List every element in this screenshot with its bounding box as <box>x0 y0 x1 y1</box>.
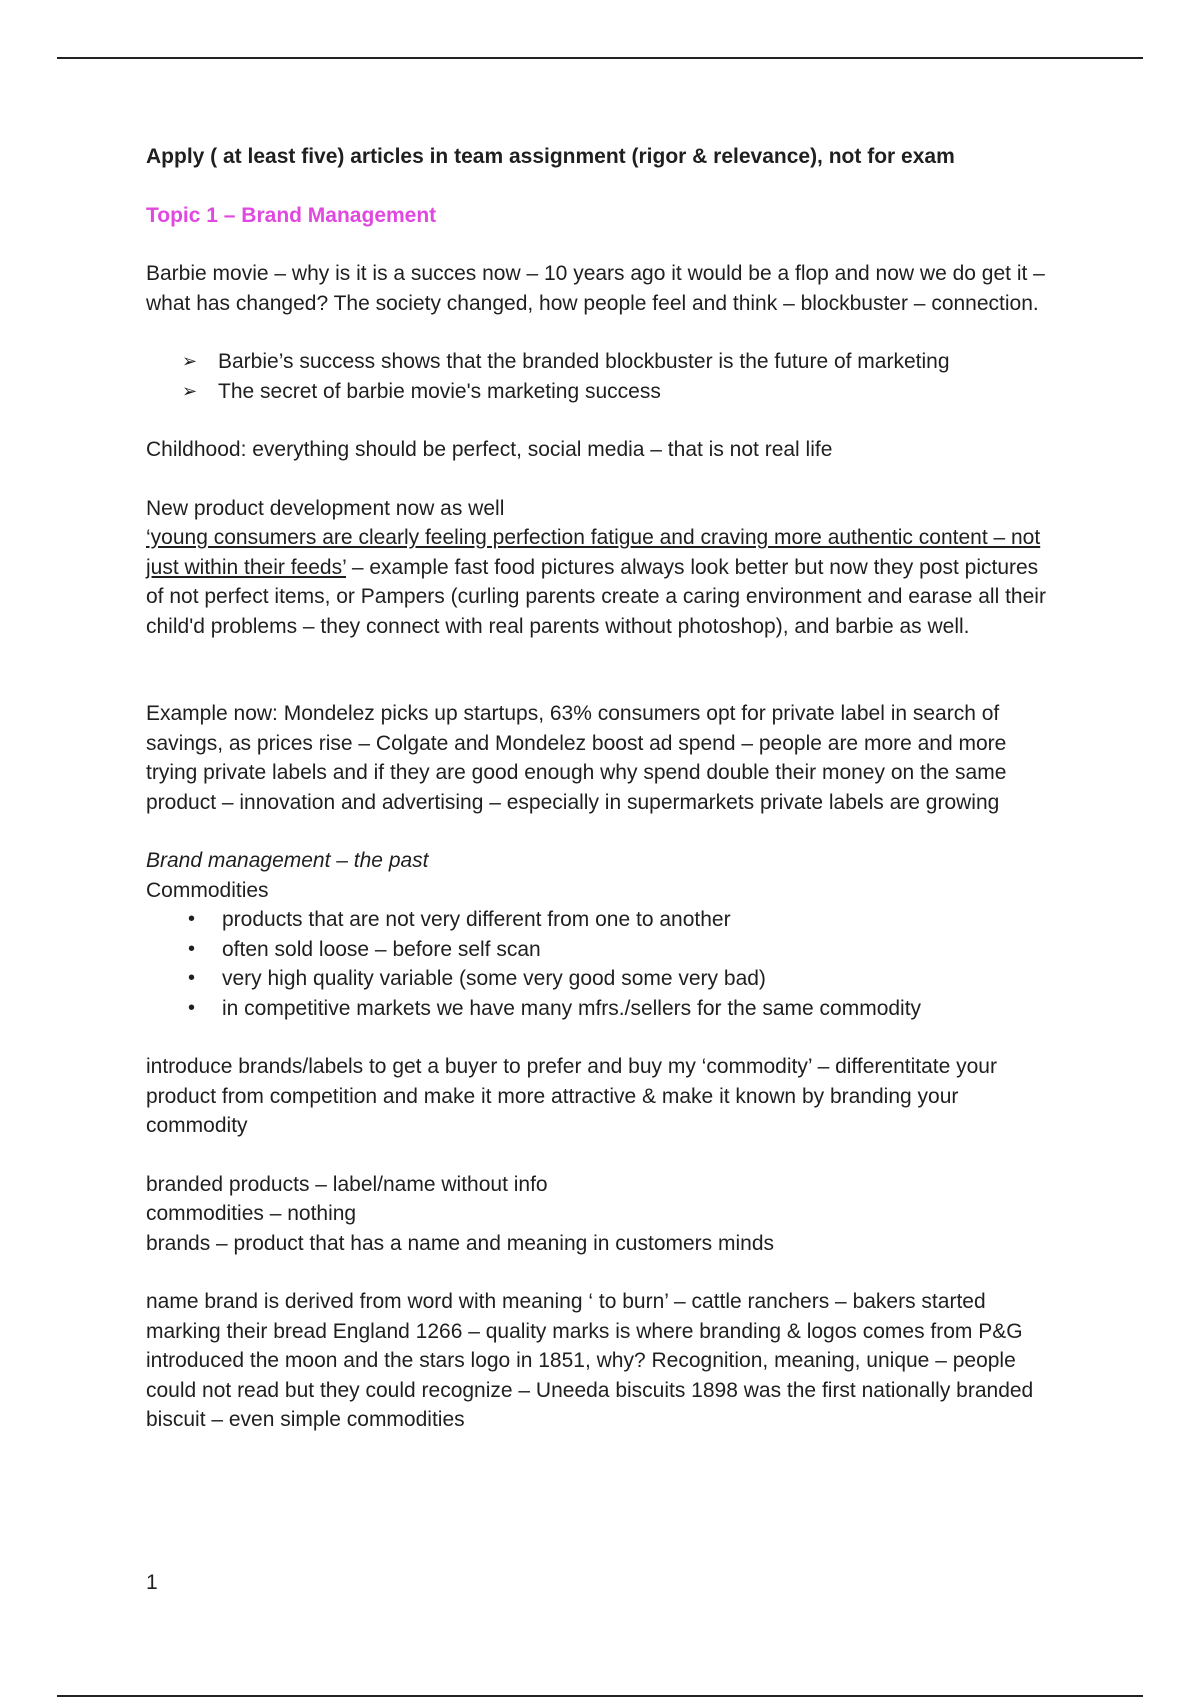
arrow-bullet-icon: ➢ <box>182 351 198 371</box>
page-number: 1 <box>146 1571 158 1594</box>
brands-line: brands – product that has a name and meaning in customers minds <box>146 1231 775 1255</box>
header-rule <box>57 57 1143 59</box>
example-now-paragraph: Example now: Mondelez picks up startups, 63% consumers opt for private label in search of savings, as prices rise – Colgate and Mondelez boost ad spend – people are more and more trying private labels and if they are good enough why spend double their money on the same product – innovation and advertising – especially in supermarkets private labels are growing <box>146 702 1007 814</box>
commodities-label: Commodities <box>146 878 269 902</box>
bullet-icon: • <box>188 908 196 930</box>
arrow-list <box>182 347 1056 406</box>
list-item: • products that are not very different from one to another <box>186 905 1056 935</box>
bullet-icon: • <box>188 967 196 989</box>
commodities-line: commodities – nothing <box>146 1202 357 1225</box>
list-item: ➢ The secret of barbie movie's marketing success <box>182 377 1056 407</box>
npd-line: New product development now as well <box>146 496 505 520</box>
branded-line: branded products – label/name without info <box>146 1172 548 1196</box>
underlined-quote: ‘young consumers are clearly feeling perfection fatigue and craving more authentic content – not just within their feeds’ <box>146 526 1041 579</box>
document-page <box>146 142 1056 1435</box>
name-brand-paragraph: name brand is derived from word with meaning ‘ to burn’ – cattle ranchers – bakers started marking their bread England 1266 – quality marks is where branding & logos comes from P&G introduced the moon and the stars logo in 1851, why? Recognition, meaning, unique – people could not read but they could recognize – Uneeda biscuits 1898 was the first nationally branded biscuit – even simple commodities <box>146 1290 1034 1431</box>
list-item: • often sold loose – before self scan <box>186 935 1056 965</box>
introduce-paragraph: introduce brands/labels to get a buyer to prefer and buy my ‘commodity’ – differentitate your product from competition and make it more attractive & make it known by branding your commodity <box>146 1055 997 1137</box>
list-item: • very high quality variable (some very good some very bad) <box>186 964 1056 994</box>
childhood-paragraph: Childhood: everything should be perfect, social media – that is not real life <box>146 438 833 461</box>
past-subheading: Brand management – the past <box>146 849 429 872</box>
bullet-icon: • <box>188 996 196 1019</box>
bullet-icon: • <box>188 937 196 960</box>
quote-paragraph: ‘young consumers are clearly feeling perfection fatigue and craving more authentic content – not just within their feeds’ – example fast food pictures always look better but now they post pictures of not perfect items, or Pampers (curling parents create a caring environment and earase all their child'd problems – they connect with real parents without photoshop), and barbie as well. <box>146 526 1046 638</box>
list-item: ➢ Barbie’s success shows that the branded blockbuster is the future of marketing <box>182 347 1056 377</box>
list-item: • in competitive markets we have many mfrs./sellers for the same commodity <box>186 994 1056 1024</box>
page-heading: Apply ( at least five) articles in team assignment (rigor & relevance), not for exam <box>146 145 955 168</box>
topic-title: Topic 1 – Brand Management <box>146 203 437 227</box>
barbie-intro-paragraph: Barbie movie – why is it is a succes now – 10 years ago it would be a flop and now we do get it – what has changed? The society changed, how people feel and think – blockbuster – connection. <box>146 262 1045 315</box>
arrow-bullet-icon: ➢ <box>182 380 198 401</box>
bullet-list <box>186 905 1056 1023</box>
footer-rule <box>57 1695 1143 1697</box>
